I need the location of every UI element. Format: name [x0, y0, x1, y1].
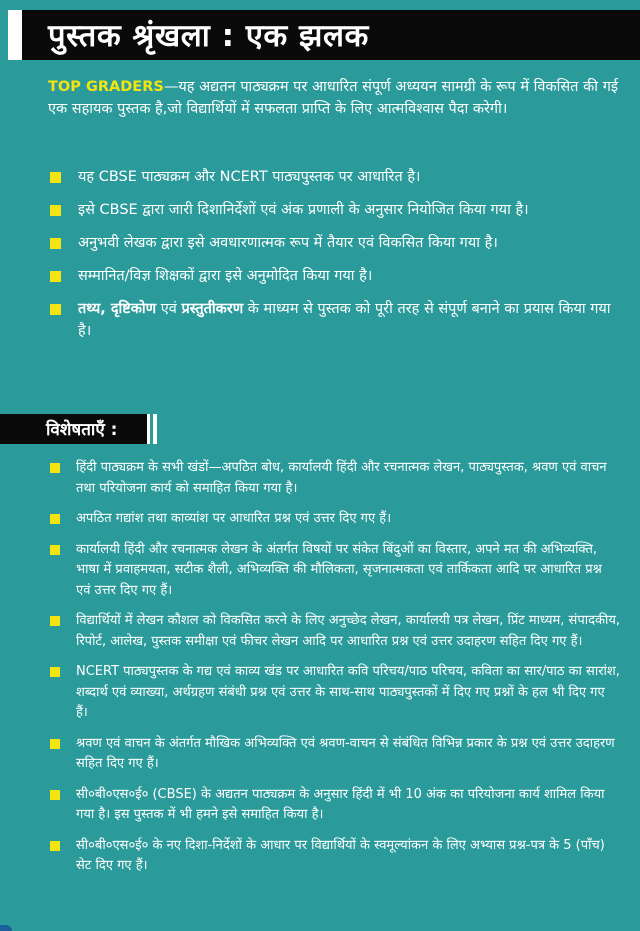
- list-item: NCERT पाठ्यपुस्तक के गद्य एवं काव्य खंड पर आधारित कवि परिचय/पाठ परिचय, कविता का सार/पाठ का सारांश, शब्दार्थ एवं व्याख्या, अर्थग्रहण संबंधी प्रश्न एवं उत्तर के साथ-साथ पाठ्यपुस्तकों में दिए गए प्रश्नों के हल भी दिए गए हैं।: [48, 662, 620, 724]
- square-bullet-icon: [50, 205, 61, 216]
- square-bullet-icon: [50, 667, 60, 677]
- list-item: हिंदी पाठ्यक्रम के सभी खंडों—अपठित बोध, कार्यालयी हिंदी और रचनात्मक लेखन, पाठ्यपुस्तक, श्रवण एवं वाचन तथा परियोजना कार्य को समाहित किया गया है।: [48, 458, 620, 499]
- square-bullet-icon: [50, 304, 61, 315]
- list-item: श्रवण एवं वाचन के अंतर्गत मौखिक अभिव्यक्ति एवं श्रवण-वाचन से संबंधित विभिन्न प्रकार के प्रश्न एवं उत्तर उदाहरण सहित दिए गए हैं।: [48, 734, 620, 775]
- square-bullet-icon: [50, 545, 60, 555]
- list-item: कार्यालयी हिंदी और रचनात्मक लेखन के अंतर्गत विषयों पर संकेत बिंदुओं का विस्तार, अपने मत की अभिव्यक्ति, भाषा में प्रवाहमयता, सटीक शैली, अभिव्यक्ति की मौलिकता, सृजनात्मकता एवं तार्किकता आदि पर आधारित प्रश्न एवं उत्तर दिए गए हैं।: [48, 540, 620, 602]
- square-bullet-icon: [50, 271, 61, 282]
- square-bullet-icon: [50, 790, 60, 800]
- features-heading: विशेषताएँ :: [46, 420, 118, 440]
- list-item: सी०बी०एस०ई० (CBSE) के अद्यतन पाठ्यक्रम के अनुसार हिंदी में भी 10 अंक का परियोजना कार्य शामिल किया गया है। इस पुस्तक में भी हमने इसे समाहित किया है।: [48, 785, 620, 826]
- square-bullet-icon: [50, 841, 60, 851]
- list-item: विद्यार्थियों में लेखन कौशल को विकसित करने के लिए अनुच्छेद लेखन, कार्यालयी पत्र लेखन, प्रिंट माध्यम, संपादकीय, रिपोर्ट, आलेख, पुस्तक समीक्षा एवं फीचर लेखन आदि पर आधारित प्रश्न एवं उत्तर उदाहरण सहित दिए गए हैं।: [48, 611, 620, 652]
- intro-paragraph: [48, 76, 618, 120]
- square-bullet-icon: [50, 616, 60, 626]
- page-title: पुस्तक श्रृंखला : एक झलक: [48, 18, 369, 54]
- features-list: [48, 458, 620, 887]
- list-item: यह CBSE पाठ्यक्रम और NCERT पाठ्यपुस्तक पर आधारित है।: [48, 166, 618, 188]
- intro-text: —यह अद्यतन पाठ्यक्रम पर आधारित संपूर्ण अध्ययन सामग्री के रूप में विकसित की गई एक सहायक पुस्तक है,जो विद्यार्थियों में सफलता प्राप्ति के लिए आत्मविश्वास पैदा करेगी।: [48, 79, 618, 117]
- list-item: इसे CBSE द्वारा जारी दिशानिर्देशों एवं अंक प्रणाली के अनुसार नियोजित किया गया है।: [48, 199, 618, 221]
- list-item: अनुभवी लेखक द्वारा इसे अवधारणात्मक रूप में तैयार एवं विकसित किया गया है।: [48, 232, 618, 254]
- square-bullet-icon: [50, 238, 61, 249]
- square-bullet-icon: [50, 739, 60, 749]
- list-item: अपठित गद्यांश तथा काव्यांश पर आधारित प्रश्न एवं उत्तर दिए गए हैं।: [48, 509, 620, 530]
- list-item: तथ्य, दृष्टिकोण एवं प्रस्तुतीकरण के माध्यम से पुस्तक को पूरी तरह से संपूर्ण बनाने का प्रयास किया गया है।: [48, 298, 618, 342]
- corner-decoration: [0, 925, 12, 931]
- brand-name: TOP GRADERS: [48, 79, 164, 95]
- square-bullet-icon: [50, 514, 60, 524]
- list-item: सम्मानित/विज्ञ शिक्षकों द्वारा इसे अनुमोदित किया गया है।: [48, 265, 618, 287]
- features-heading-tab: [0, 414, 150, 444]
- list-item: सी०बी०एस०ई० के नए दिशा-निर्देशों के आधार पर विद्यार्थियों के स्वमूल्यांकन के लिए अभ्यास प्रश्न-पत्र के 5 (पाँच) सेट दिए गए हैं।: [48, 836, 620, 877]
- title-bar: [8, 10, 640, 60]
- square-bullet-icon: [50, 463, 60, 473]
- square-bullet-icon: [50, 172, 61, 183]
- overview-list: [48, 166, 618, 353]
